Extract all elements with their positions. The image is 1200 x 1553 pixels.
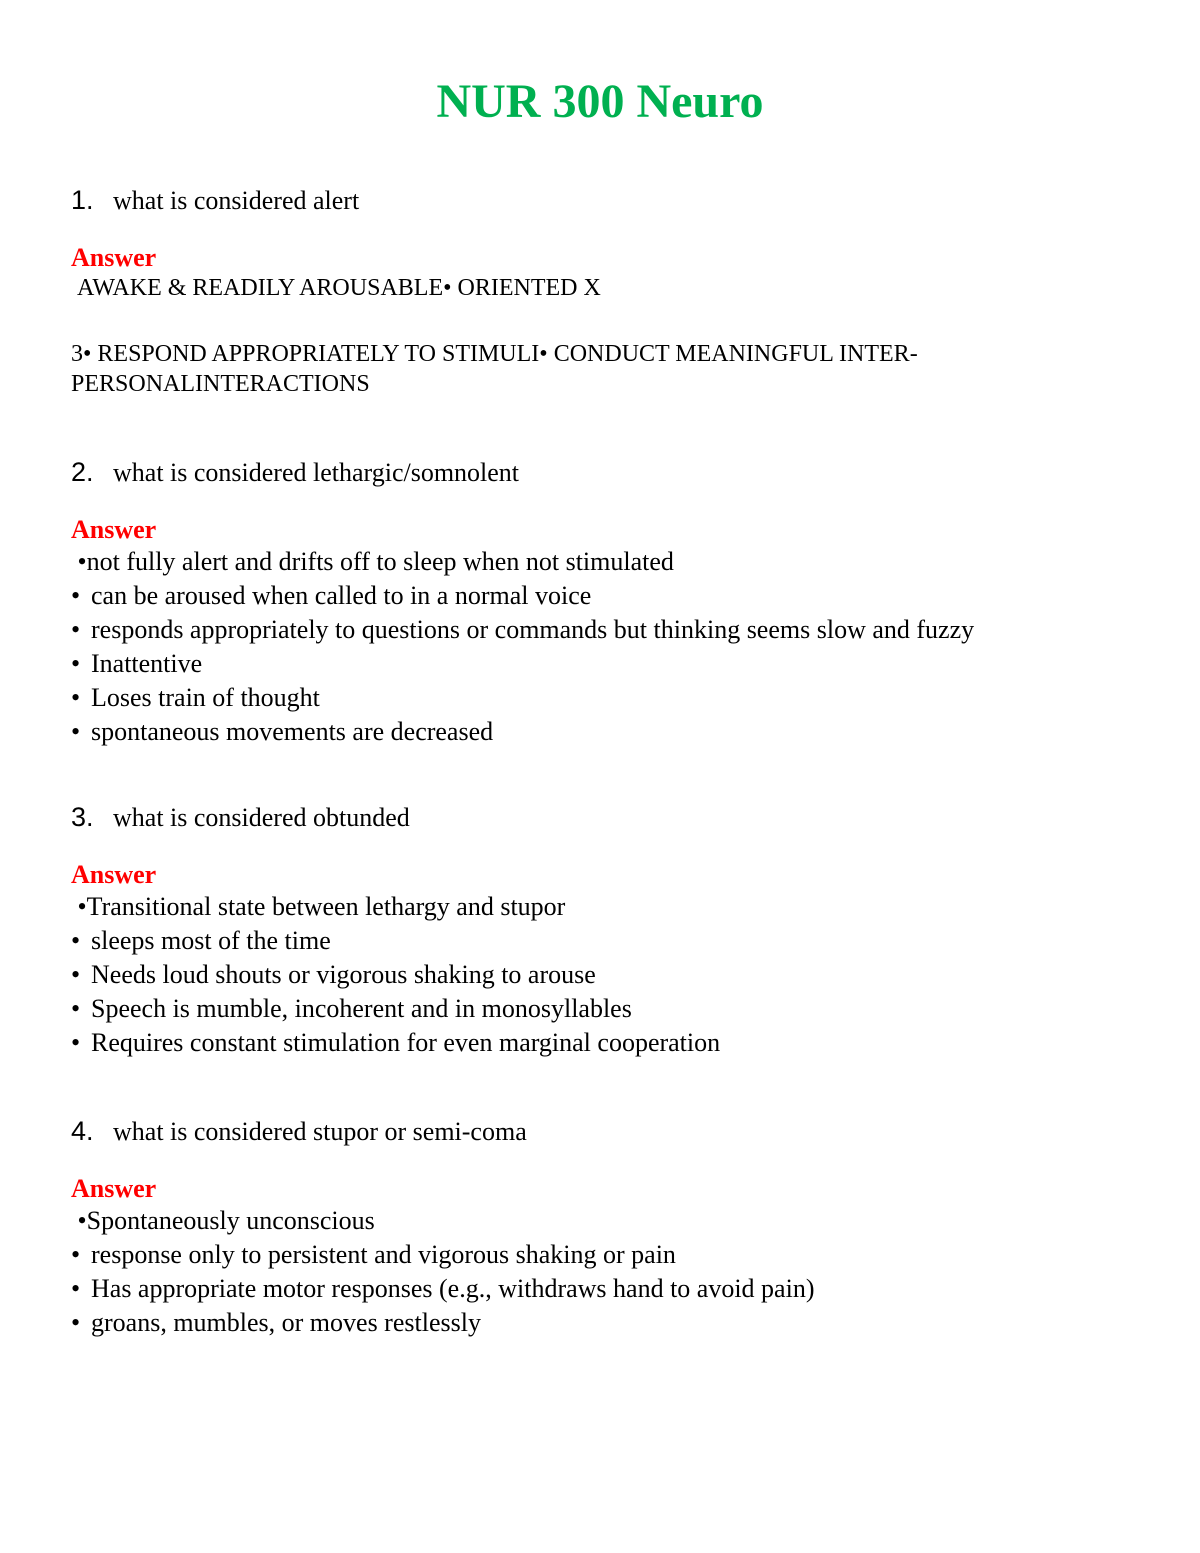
list-item-text: Has appropriate motor responses (e.g., withdraws hand to avoid pain): [91, 1274, 815, 1303]
qa-item-3: [71, 800, 1151, 1060]
bullet-icon: •: [71, 581, 81, 610]
answer-line: 3• RESPOND APPROPRIATELY TO STIMULI• CONDUCT MEANINGFUL INTER-: [71, 341, 918, 367]
answer-line: [71, 303, 1151, 339]
question-number: 2.: [71, 457, 94, 487]
answer-label: Answer: [71, 860, 157, 889]
list-item-text: groans, mumbles, or moves restlessly: [91, 1308, 481, 1337]
list-item-text: Inattentive: [91, 649, 203, 678]
answer-first-line: •Transitional state between lethargy and stupor: [71, 892, 566, 921]
qa-item-2: [71, 455, 1151, 749]
answer-first-line: •Spontaneously unconscious: [71, 1206, 375, 1235]
list-item-text: Speech is mumble, incoherent and in monosyllables: [91, 994, 632, 1023]
list-item: [71, 1306, 1151, 1340]
question-2: [71, 455, 1151, 489]
list-item-text: response only to persistent and vigorous shaking or pain: [91, 1240, 676, 1269]
bullet-icon: •: [71, 649, 81, 678]
list-item-text: spontaneous movements are decreased: [91, 717, 494, 746]
bullet-icon: •: [71, 1274, 81, 1303]
list-item: [71, 613, 1151, 647]
page-title: NUR 300 Neuro: [436, 75, 764, 128]
qa-item-4: [71, 1114, 1151, 1340]
list-item: [71, 1026, 1151, 1060]
bullet-icon: •: [71, 717, 81, 746]
list-item: [71, 924, 1151, 958]
bullet-icon: •: [71, 683, 81, 712]
list-item-text: can be aroused when called to in a normal voice: [91, 581, 592, 610]
list-item-text: sleeps most of the time: [91, 926, 331, 955]
question-text: what is considered lethargic/somnolent: [113, 458, 520, 487]
answer-line: PERSONALINTERACTIONS: [71, 371, 370, 397]
list-item: [71, 1272, 1151, 1306]
answer-label: Answer: [71, 515, 157, 544]
answer-label: Answer: [71, 1174, 157, 1203]
list-item: [71, 715, 1151, 749]
list-item-text: Loses train of thought: [91, 683, 320, 712]
bullet-icon: •: [71, 1028, 81, 1057]
question-number: 1.: [71, 185, 94, 215]
question-4: [71, 1114, 1151, 1148]
answer-line: AWAKE & READILY AROUSABLE• ORIENTED X: [71, 275, 601, 301]
qa-item-1: [71, 183, 1151, 399]
bullet-icon: •: [71, 994, 81, 1023]
list-item-text: Requires constant stimulation for even marginal cooperation: [91, 1028, 721, 1057]
answer-label: Answer: [71, 243, 157, 272]
question-text: what is considered obtunded: [113, 803, 410, 832]
question-text: what is considered alert: [113, 186, 360, 215]
question-number: 4.: [71, 1116, 94, 1146]
list-item-text: responds appropriately to questions or commands but thinking seems slow and fuzzy: [91, 615, 975, 644]
bullet-icon: •: [71, 1240, 81, 1269]
answer-list: [71, 890, 1151, 1060]
list-item-text: Needs loud shouts or vigorous shaking to arouse: [91, 960, 596, 989]
list-item: [71, 1238, 1151, 1272]
bullet-icon: •: [71, 926, 81, 955]
list-item: [71, 579, 1151, 613]
bullet-icon: •: [71, 615, 81, 644]
list-item: [71, 647, 1151, 681]
question-3: [71, 800, 1151, 834]
answer-first-line: •not fully alert and drifts off to sleep when not stimulated: [71, 547, 674, 576]
answer-list: [71, 1204, 1151, 1340]
question-text: what is considered stupor or semi-coma: [113, 1117, 527, 1146]
list-item: [71, 992, 1151, 1026]
bullet-icon: •: [71, 1308, 81, 1337]
question-1: [71, 183, 1151, 217]
answer-list: [71, 545, 1151, 749]
list-item: [71, 681, 1151, 715]
bullet-icon: •: [71, 960, 81, 989]
list-item: [71, 958, 1151, 992]
question-number: 3.: [71, 802, 94, 832]
